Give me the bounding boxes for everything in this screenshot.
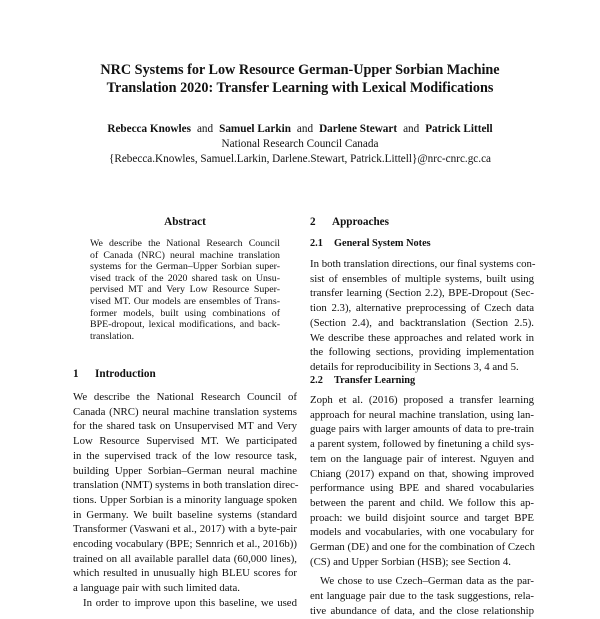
author-block (40, 122, 560, 167)
intro-line: a language pair with such limited data. (73, 582, 240, 595)
affiliation: National Research Council Canada (221, 138, 379, 150)
intro-line: building Upper Sorbian–German neural machine (73, 464, 297, 477)
body-line: (Section 2.4), and backtranslation (Section 2.5). (310, 316, 534, 329)
section-title: Introduction (95, 368, 156, 380)
abstract-line: BPE-dropout, lexical modifications, and back- (90, 319, 280, 331)
intro-line: Low Resource Supervised MT. We participated (73, 435, 297, 448)
abstract-line: vised MT. Our models are ensembles of Trans- (90, 295, 280, 307)
abstract-line: vised track of the 2020 shared task on Unsu- (90, 272, 280, 284)
body-line: tion 2.3), alternative preprocessing of Czech data (310, 302, 534, 315)
author-conjunction: and (403, 123, 420, 135)
abstract-line: We describe the National Research Council (90, 238, 280, 249)
abstract-line: pervised MT and Very Low Resource Super- (90, 284, 280, 296)
intro-paragraph-2-start: In order to improve upon this baseline, we used (83, 596, 297, 609)
author-name: Rebecca Knowles (107, 123, 191, 135)
body-line: ent language pair due to the task suggestions, rela- (310, 590, 534, 603)
abstract-line: translation. (90, 330, 135, 342)
body-line: the following sections, providing implementation (310, 346, 534, 359)
intro-line: We describe the National Research Council of (73, 391, 297, 403)
intro-line: tions. Upper Sorbian is a minority language spoken (73, 493, 297, 506)
body-line: We chose to use Czech–German data as the par- (320, 575, 534, 588)
body-line: guage pairs with larger amounts of data to pre-train (310, 423, 534, 436)
body-line: approach for neural machine translation, using lan- (310, 408, 534, 421)
section-heading-introduction (73, 368, 156, 380)
body-line: In both translation directions, our final systems con- (310, 258, 536, 270)
abstract-body (90, 238, 280, 342)
body-line: tem on the language pair of interest. Nguyen and (310, 452, 534, 465)
title-line-1: NRC Systems for Low Resource German-Upper Sorbian Machine (100, 62, 500, 78)
subsection-heading-transfer-learning (310, 375, 415, 386)
body-line: Chiang (2017) expand on that, showing improved (310, 467, 534, 480)
author-names (40, 122, 560, 137)
subsection-heading-general-system-notes (310, 238, 431, 249)
abstract-heading: Abstract (164, 216, 206, 228)
subsection-number: 2.1 (310, 238, 323, 249)
introduction-body (73, 390, 297, 611)
title-line-2: Translation 2020: Transfer Learning with Lexical Modifications (106, 80, 494, 96)
paper-title (60, 61, 540, 97)
intro-line: Canada (NRC) neural machine translation systems (73, 405, 297, 418)
author-emails: {Rebecca.Knowles, Samuel.Larkin, Darlene.Stewart, Patrick.Littell}@nrc-cnrc.gc.ca (109, 153, 491, 165)
abstract-line: of Canada (NRC) neural machine translation (90, 249, 280, 261)
author-conjunction: and (296, 123, 314, 135)
author-name: Patrick Littell (425, 123, 493, 135)
transfer-learning-body (310, 393, 534, 619)
body-line: transfer learning (Section 2.2), BPE-Dropout (Sec- (310, 287, 534, 300)
author-conjunction: and (196, 123, 214, 135)
section-heading-approaches (310, 216, 389, 228)
intro-line: translation (NMT) systems in both translation direc- (73, 479, 299, 492)
intro-line: for the shared task on Unsupervised MT and Very (73, 420, 297, 433)
subsection-title: Transfer Learning (334, 375, 416, 386)
body-line: Zoph et al. (2016) proposed a transfer learning (310, 394, 534, 406)
body-line: We describe these approaches and related work in (310, 331, 534, 344)
body-line: sist of ensembles of multiple systems, built using (310, 272, 534, 285)
section-number: 2 (310, 216, 316, 228)
body-line: tive abundance of data, and the close relationship (310, 604, 534, 617)
body-line: performance using BPE and shared vocabularies (310, 482, 534, 495)
intro-line: in Germany. We built baseline systems (standard (73, 508, 297, 521)
intro-line: Transformer (Vaswani et al., 2017) with a byte-pair (73, 523, 297, 536)
section-title: Approaches (332, 216, 389, 228)
body-line: German (DE) and one for the combination of Czech (310, 541, 535, 554)
general-system-notes-body (310, 257, 534, 375)
body-line: proach: we build disjoint source and target BPE (310, 511, 534, 524)
body-line: models and vocabularies, with one vocabulary for (310, 526, 534, 539)
intro-line: trained on all available parallel data (60,000 lines), (73, 552, 297, 565)
intro-line: which resulted in unusually high BLEU scores for (73, 567, 297, 580)
intro-line: in the supervised track of the low resource task, (73, 449, 297, 462)
intro-line: encoding vocabulary (BPE; Sennrich et al., 2016b)) (73, 538, 297, 551)
section-number: 1 (73, 368, 79, 380)
subsection-number: 2.2 (310, 375, 323, 386)
subsection-title: General System Notes (334, 238, 431, 249)
body-line: between the parent and child. We follow this ap- (310, 496, 534, 509)
abstract-line: former models, built using combinations of (90, 307, 280, 319)
body-line: (CS) and Upper Sorbian (HSB); see Section 4. (310, 555, 511, 568)
author-name: Darlene Stewart (319, 123, 398, 135)
body-line: a parent system, followed by finetuning a child sys- (310, 438, 534, 451)
abstract-line: systems for the German–Upper Sorbian super- (90, 261, 280, 273)
body-line: details for reproducibility in Sections 3, 4 and 5. (310, 360, 519, 373)
author-name: Samuel Larkin (219, 123, 291, 135)
